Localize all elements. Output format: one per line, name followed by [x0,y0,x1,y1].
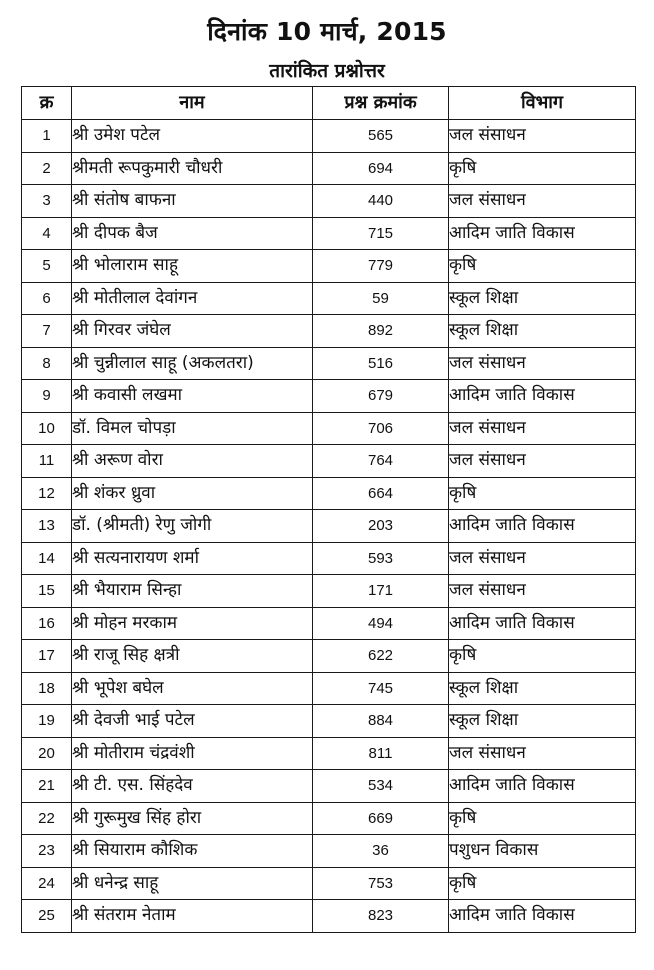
question-number-cell: 171 [313,575,449,608]
serial-number-cell: 13 [22,510,72,543]
table-row [22,802,636,835]
member-name-cell: श्री देवजी भाई पटेल [72,705,313,738]
member-name-cell: श्री अरूण वोरा [72,445,313,478]
member-name-cell: श्री चुन्नीलाल साहू (अकलतरा) [72,347,313,380]
member-name-cell: श्री गिरवर जंघेल [72,315,313,348]
serial-number-cell: 20 [22,737,72,770]
questions-table [21,86,636,933]
member-name-cell: श्री संतराम नेताम [72,900,313,933]
table-row [22,542,636,575]
department-cell: जल संसाधन [449,185,636,218]
serial-number-cell: 4 [22,217,72,250]
member-name-cell: श्री उमेश पटेल [72,120,313,153]
member-name-cell: श्री मोतीराम चंद्रवंशी [72,737,313,770]
department-cell: स्कूल शिक्षा [449,315,636,348]
department-cell: आदिम जाति विकास [449,510,636,543]
question-number-cell: 669 [313,802,449,835]
question-number-cell: 764 [313,445,449,478]
member-name-cell: श्री संतोष बाफना [72,185,313,218]
table-row [22,217,636,250]
table-row [22,640,636,673]
question-number-cell: 706 [313,412,449,445]
member-name-cell: डॉ. विमल चोपड़ा [72,412,313,445]
serial-number-cell: 18 [22,672,72,705]
table-row [22,510,636,543]
member-name-cell: श्री मोहन मरकाम [72,607,313,640]
department-cell: जल संसाधन [449,120,636,153]
table-row [22,347,636,380]
serial-number-cell: 6 [22,282,72,315]
question-number-cell: 622 [313,640,449,673]
column-header-department: विभाग [449,87,636,120]
table-row [22,380,636,413]
table-row [22,185,636,218]
page-title: दिनांक 10 मार्च, 2015 [207,17,447,46]
page-subtitle: तारांकित प्रश्नोत्तर [269,60,385,82]
question-number-cell: 36 [313,835,449,868]
table-row [22,705,636,738]
serial-number-cell: 15 [22,575,72,608]
department-cell: स्कूल शिक्षा [449,282,636,315]
member-name-cell: श्री धनेन्द्र साहू [72,867,313,900]
member-name-cell: श्री सत्यनारायण शर्मा [72,542,313,575]
question-number-cell: 884 [313,705,449,738]
member-name-cell: श्री भोलाराम साहू [72,250,313,283]
department-cell: आदिम जाति विकास [449,380,636,413]
question-number-cell: 59 [313,282,449,315]
department-cell: कृषि [449,867,636,900]
member-name-cell: श्री भैयाराम सिन्हा [72,575,313,608]
table-row [22,900,636,933]
member-name-cell: श्रीमती रूपकुमारी चौधरी [72,152,313,185]
table-row [22,672,636,705]
department-cell: जल संसाधन [449,575,636,608]
table-row [22,282,636,315]
column-header-serial: क्र [22,87,72,120]
department-cell: कृषि [449,640,636,673]
table-row [22,152,636,185]
member-name-cell: श्री दीपक बैज [72,217,313,250]
serial-number-cell: 5 [22,250,72,283]
serial-number-cell: 3 [22,185,72,218]
department-cell: स्कूल शिक्षा [449,705,636,738]
member-name-cell: श्री भूपेश बघेल [72,672,313,705]
serial-number-cell: 1 [22,120,72,153]
table-row [22,835,636,868]
department-cell: कृषि [449,250,636,283]
table-row [22,867,636,900]
question-number-cell: 715 [313,217,449,250]
department-cell: जल संसाधन [449,737,636,770]
department-cell: स्कूल शिक्षा [449,672,636,705]
member-name-cell: श्री सियाराम कौशिक [72,835,313,868]
question-number-cell: 593 [313,542,449,575]
question-number-cell: 534 [313,770,449,803]
serial-number-cell: 19 [22,705,72,738]
table-body [22,120,636,933]
serial-number-cell: 23 [22,835,72,868]
serial-number-cell: 16 [22,607,72,640]
table-header-row [22,87,636,120]
table-row [22,412,636,445]
table-row [22,737,636,770]
table-row [22,477,636,510]
question-number-cell: 494 [313,607,449,640]
question-number-cell: 664 [313,477,449,510]
question-number-cell: 811 [313,737,449,770]
table-row [22,120,636,153]
department-cell: आदिम जाति विकास [449,770,636,803]
department-cell: जल संसाधन [449,347,636,380]
table-row [22,575,636,608]
serial-number-cell: 10 [22,412,72,445]
question-number-cell: 753 [313,867,449,900]
question-number-cell: 440 [313,185,449,218]
table-row [22,250,636,283]
serial-number-cell: 12 [22,477,72,510]
question-number-cell: 565 [313,120,449,153]
department-cell: जल संसाधन [449,445,636,478]
department-cell: कृषि [449,802,636,835]
column-header-question-number: प्रश्न क्रमांक [313,87,449,120]
department-cell: कृषि [449,477,636,510]
department-cell: आदिम जाति विकास [449,900,636,933]
department-cell: जल संसाधन [449,412,636,445]
question-number-cell: 694 [313,152,449,185]
serial-number-cell: 25 [22,900,72,933]
department-cell: जल संसाधन [449,542,636,575]
question-number-cell: 203 [313,510,449,543]
question-number-cell: 745 [313,672,449,705]
serial-number-cell: 17 [22,640,72,673]
member-name-cell: श्री राजू सिह क्षत्री [72,640,313,673]
question-number-cell: 516 [313,347,449,380]
department-cell: कृषि [449,152,636,185]
serial-number-cell: 7 [22,315,72,348]
serial-number-cell: 9 [22,380,72,413]
table-row [22,607,636,640]
member-name-cell: श्री गुरूमुख सिंह होरा [72,802,313,835]
serial-number-cell: 21 [22,770,72,803]
question-number-cell: 779 [313,250,449,283]
serial-number-cell: 24 [22,867,72,900]
serial-number-cell: 22 [22,802,72,835]
column-header-name: नाम [72,87,313,120]
serial-number-cell: 2 [22,152,72,185]
question-number-cell: 679 [313,380,449,413]
table-row [22,445,636,478]
table-row [22,315,636,348]
department-cell: आदिम जाति विकास [449,607,636,640]
serial-number-cell: 11 [22,445,72,478]
member-name-cell: श्री टी. एस. सिंहदेव [72,770,313,803]
table-row [22,770,636,803]
department-cell: पशुधन विकास [449,835,636,868]
member-name-cell: डॉ. (श्रीमती) रेणु जोगी [72,510,313,543]
question-number-cell: 892 [313,315,449,348]
serial-number-cell: 14 [22,542,72,575]
member-name-cell: श्री शंकर ध्रुवा [72,477,313,510]
question-number-cell: 823 [313,900,449,933]
serial-number-cell: 8 [22,347,72,380]
department-cell: आदिम जाति विकास [449,217,636,250]
member-name-cell: श्री मोतीलाल देवांगन [72,282,313,315]
member-name-cell: श्री कवासी लखमा [72,380,313,413]
